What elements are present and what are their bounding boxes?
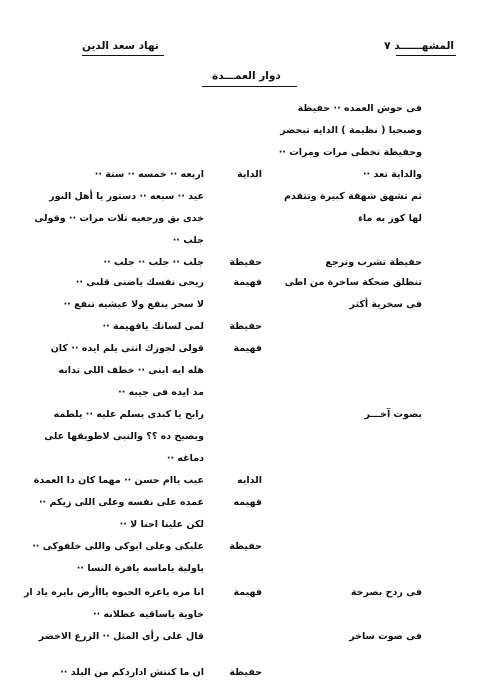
author-name: نهاد سعد الدين xyxy=(82,40,159,52)
dialogue-line: رابح يا كبدى يسلم عليه ·· يلطمه xyxy=(53,409,204,420)
dialogue-line: لا سحر ينفع ولا عيشيه تنفع ·· xyxy=(63,299,204,310)
stage-direction: فى صوت ساخر xyxy=(349,631,422,642)
speaker-name: حفيظة xyxy=(229,321,262,332)
dialogue-line: عليكى وعلى ابوكى واللى خلفوكى ·· xyxy=(32,541,204,552)
scene-underline xyxy=(396,55,456,56)
dialogue-line: ويصيح ده ؟؟ والنبى لاطوبقها على xyxy=(44,431,204,442)
dialogue-line: دماغه ·· xyxy=(166,453,204,464)
dialogue-line: خاوية ياساقيه عطلانه ·· xyxy=(93,609,204,620)
dialogue-line: هله ايه ابنى ·· خطف اللى تدابه xyxy=(58,365,204,376)
dialogue-line: ريحى نفسك ياضنى قلبى ·· xyxy=(75,277,204,288)
speaker-name: حفيظة xyxy=(229,667,262,678)
dialogue-line: اربعه ·· خمسه ·· ستة ·· xyxy=(94,169,204,180)
author-underline xyxy=(82,55,164,56)
dialogue-line: لكن علينا احنا لا ·· xyxy=(119,519,204,530)
stage-direction: تنطلق ضحكة ساخرة من اطى xyxy=(284,277,422,288)
stage-direction: والداية تعد ·· xyxy=(362,169,422,180)
stage-direction: بصوت آخـــر xyxy=(364,409,422,420)
stage-direction: لها كوز به ماء xyxy=(358,213,422,224)
dialogue-line: ان ما كنتش اداردكم من البلد ·· xyxy=(60,667,204,678)
dialogue-line: لمى لسانك يافهيمة ·· xyxy=(102,321,204,332)
speaker-name: حفيظة xyxy=(229,257,262,268)
speaker-name: فهيمة xyxy=(233,587,262,598)
speaker-name: فهيمة xyxy=(233,343,262,354)
dialogue-line: انا مره ياعره الحبوه يااأرض بايره ياد ار xyxy=(23,587,204,598)
title-underline xyxy=(202,86,297,87)
dialogue-line: خدى بق ورجعيه تلات مرات ·· وقولى xyxy=(34,213,204,224)
stage-direction-line: وحفيظة تخطى مرات ومرات ·· xyxy=(278,147,422,158)
stage-direction: فى سخرية أكثر xyxy=(349,299,422,310)
dialogue-line: عمده على نفسه وعلى اللى زيكم ·· xyxy=(38,497,204,508)
stage-direction-line: فى حوش العمده ·· حفيظة xyxy=(297,103,422,114)
stage-direction: فى ردح بصرخة xyxy=(350,587,422,598)
dialogue-line: جلب ·· جلب ·· جلب ·· xyxy=(103,257,204,268)
stage-direction: ثم تشهق شهقة كبيرة وتتقدم xyxy=(284,191,422,202)
speaker-name: حفيظة xyxy=(229,541,262,552)
dialogue-line: قولى لجوزك انتى يلم ايده ·· كان xyxy=(50,343,204,354)
dialogue-line: قال على رأى المثل ·· الزرع الاخضر xyxy=(38,631,204,642)
speaker-name: الدايه xyxy=(237,475,262,486)
page-title: دوار العمـــدة xyxy=(212,70,281,82)
stage-direction-line: وصبحيا ( نظيمة ) الدايه تبحضر xyxy=(280,125,422,136)
speaker-name: الداية xyxy=(237,169,262,180)
stage-direction: حفيظة تشرب وترجع xyxy=(325,257,422,268)
speaker-name: فهيمة xyxy=(233,277,262,288)
scene-number: المشهــــــد ٧ xyxy=(384,40,454,52)
dialogue-line: جلب ·· xyxy=(172,235,204,246)
dialogue-line: عيد ·· سبعه ·· دستور يا أهل النور xyxy=(49,191,204,202)
dialogue-line: مد ايده فى جيبه ·· xyxy=(118,387,204,398)
speaker-name: فهيمه xyxy=(233,497,262,508)
dialogue-line: عيب ياام حسن ·· مهما كان دا العمدة xyxy=(33,475,204,486)
dialogue-line: ياولية ياماسه يافرة النسا ·· xyxy=(76,563,204,574)
